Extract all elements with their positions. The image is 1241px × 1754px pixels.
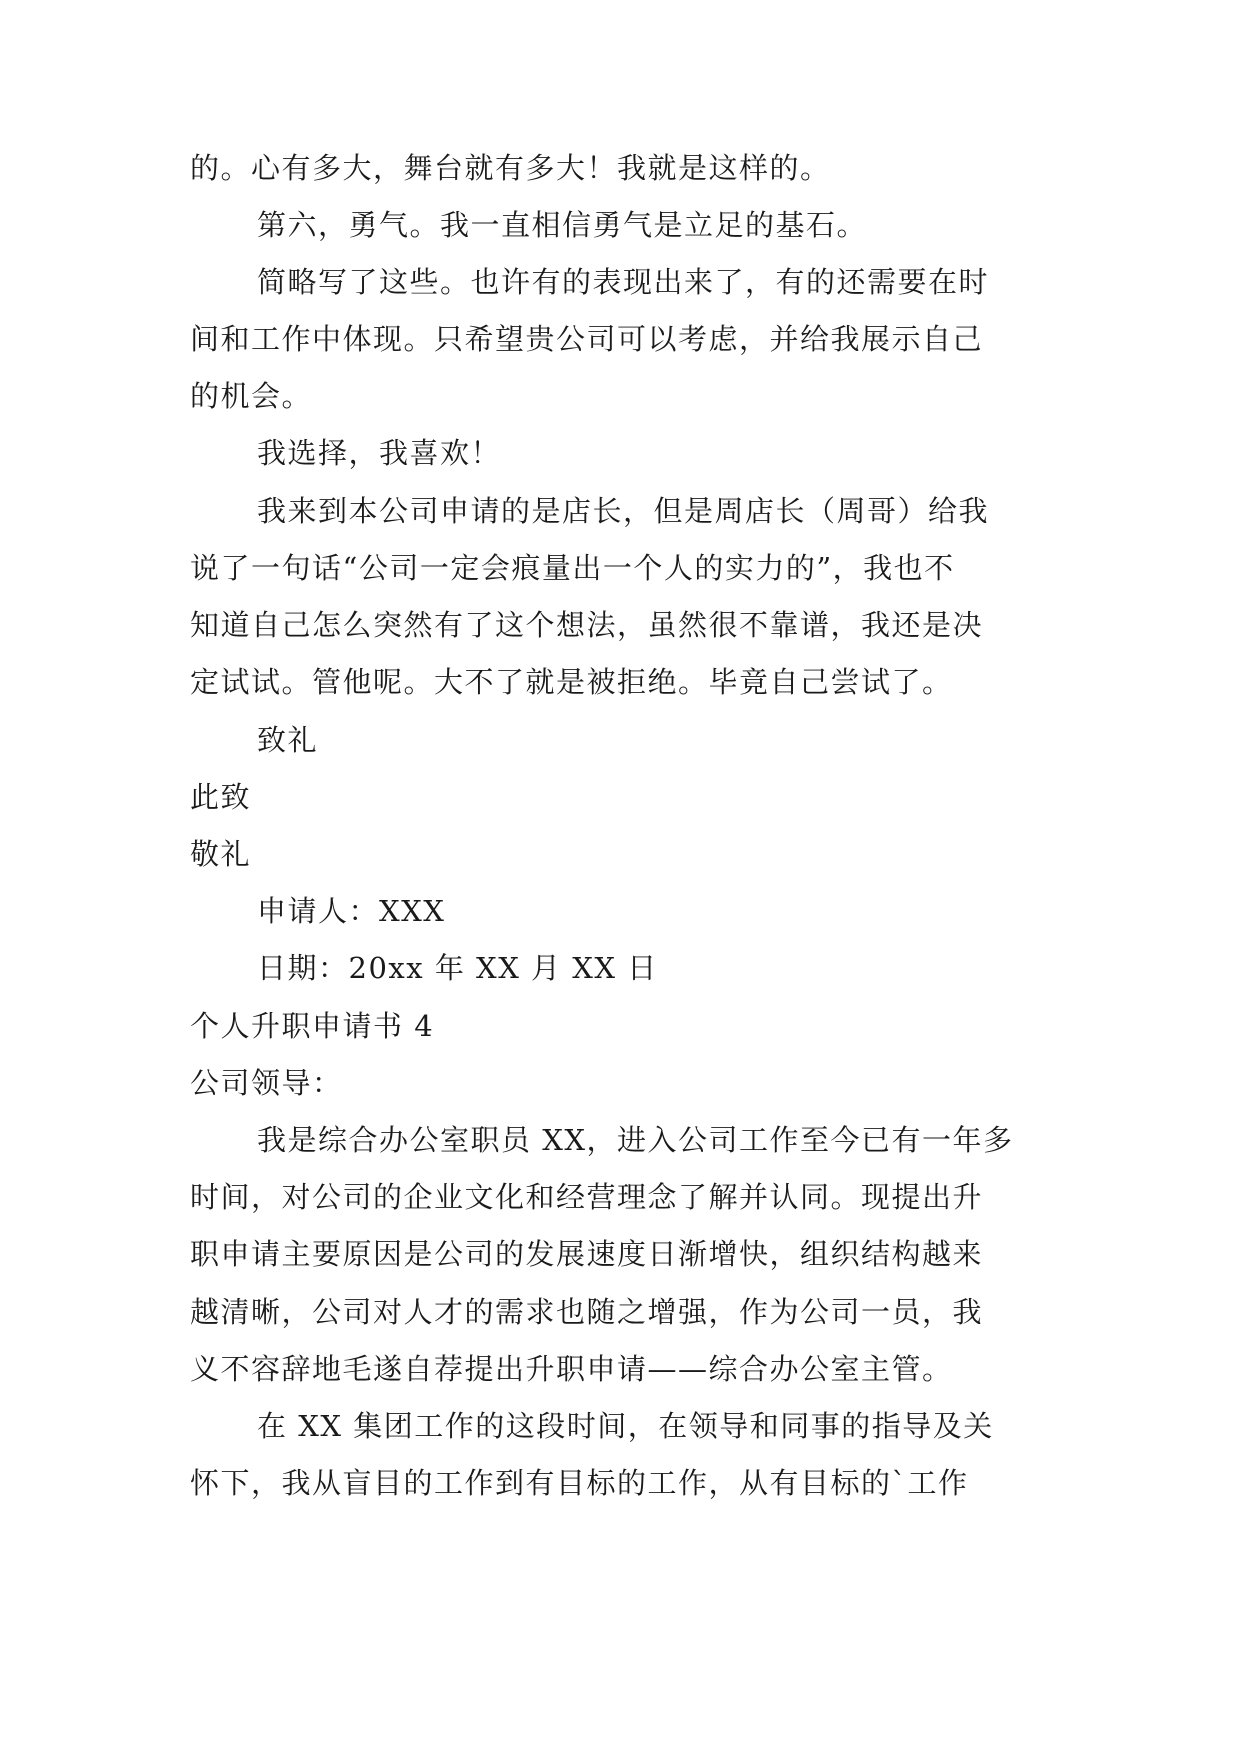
text-line: 的机会。 <box>190 379 313 413</box>
text-line: 我是综合办公室职员 XX，进入公司工作至今已有一年多 <box>257 1123 1014 1157</box>
text-line: 义不容辞地毛遂自荐提出升职申请——综合办公室主管。 <box>190 1352 953 1386</box>
text-line: 第六，勇气。我一直相信勇气是立足的基石。 <box>257 208 868 242</box>
closing-line: 敬礼 <box>190 837 252 871</box>
text-line: 我来到本公司申请的是店长，但是周店长（周哥）给我 <box>257 494 990 528</box>
text-line: 的。心有多大，舞台就有多大！我就是这样的。 <box>190 151 831 185</box>
text-line: 越清晰，公司对人才的需求也随之增强，作为公司一员，我 <box>190 1295 984 1329</box>
closing-greeting: 致礼 <box>257 723 319 757</box>
text-line: 我选择，我喜欢！ <box>257 436 502 470</box>
text-line: 时间，对公司的企业文化和经营理念了解并认同。现提出升 <box>190 1180 984 1214</box>
text-line: 简略写了这些。也许有的表现出来了，有的还需要在时 <box>257 265 990 299</box>
text-line: 说了一句话“公司一定会痕量出一个人的实力的”，我也不 <box>190 551 955 585</box>
closing-line: 此致 <box>190 780 252 814</box>
text-line: 间和工作中体现。只希望贵公司可以考虑，并给我展示自己 <box>190 322 984 356</box>
text-line: 定试试。管他呢。大不了就是被拒绝。毕竟自己尝试了。 <box>190 665 953 699</box>
applicant-name: 申请人：XXX <box>257 894 446 928</box>
text-line: 知道自己怎么突然有了这个想法，虽然很不靠谱，我还是决 <box>190 608 984 642</box>
text-line: 怀下，我从盲目的工作到有目标的工作，从有目标的`工作 <box>190 1466 969 1500</box>
section-title: 个人升职申请书 4 <box>190 1009 435 1043</box>
salutation: 公司领导： <box>190 1066 343 1100</box>
text-line: 在 XX 集团工作的这段时间，在领导和同事的指导及关 <box>257 1409 994 1443</box>
text-line: 职申请主要原因是公司的发展速度日渐增快，组织结构越来 <box>190 1237 984 1271</box>
application-date: 日期：20xx 年 XX 月 XX 日 <box>257 951 658 985</box>
